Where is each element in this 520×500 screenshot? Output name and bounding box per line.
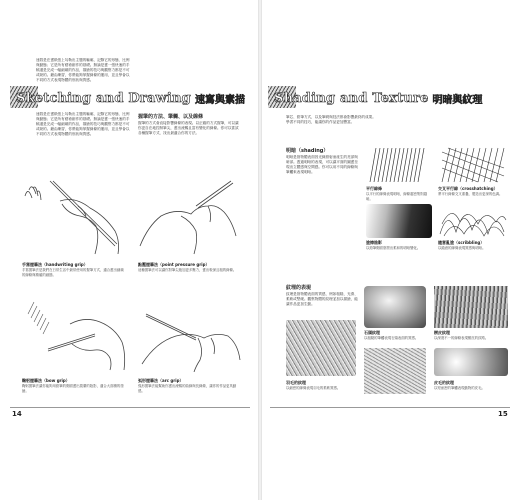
arc-grip-illustration <box>136 294 244 372</box>
smudge-shading-sample <box>366 204 432 238</box>
technique-desc-2: 將平行線條交叉重疊，製造出更深的色調。 <box>438 192 503 196</box>
left-title <box>16 87 245 109</box>
stone-texture-sample <box>364 286 426 328</box>
right-title-en: Shading and Texture <box>274 90 429 106</box>
grip-title-3: 鞠躬握筆法（bow grip） <box>22 378 70 383</box>
texture-title-4: 皮毛的紋理 <box>434 380 454 385</box>
texture-title-1: 石頭紋理 <box>364 330 380 335</box>
right-intro-text: 筆芯、鉛筆方式，以及筆刷與技法都會影響最終的成果。學習不同的技巧，能讓你的作品更加豐富。 <box>286 115 376 124</box>
grip-desc-3: 鞠躬握筆法讓你能夠用鉛筆的側面畫出寬廣的陰影，適合大面積的塗繪。 <box>22 384 124 393</box>
feather-texture-sample <box>286 320 356 376</box>
right-title-zh: 明暗與紋理 <box>432 94 483 106</box>
technique-desc-3: 以鉛筆側面塗擦出柔和的明暗變化。 <box>366 246 421 250</box>
left-intro-text: 速寫是在畫紙張上勾勒出主題的輪廓，記錄它的形態、比例與動態；它是所有藝術創作的基礎。無論是畫一張快速的手稿還是完成一幅細緻的作品，描繪的技巧與觀察力都是不可或缺的。藉由練習，你將能夠掌握線條的運用，並且學會以不同的方式表現物體的形狀與質感。 <box>36 58 130 82</box>
technique-title-3: 塗擦陰影 <box>366 240 382 245</box>
parallel-lines-sample <box>366 146 432 184</box>
fur-texture-sample <box>364 348 426 394</box>
bark-texture-sample <box>434 286 508 328</box>
technique-title-2: 交叉平行線（crosshatching） <box>438 186 498 191</box>
grip-desc-4: 弧形握筆法能幫助你畫出流暢的曲線與長線條，讓你的作品更具動感。 <box>138 384 237 393</box>
texture-desc-4: 以短而密的筆觸表現動物的皮毛。 <box>434 386 485 390</box>
handwriting-grip-illustration <box>20 176 128 256</box>
left-page <box>0 0 258 500</box>
technique-title-1: 平行線條 <box>366 186 382 191</box>
texture-body: 紋理是指物體表面的質感，例如粗糙、光滑、柔軟或堅硬。觀察物體的紋理並加以描繪，能讓作品更加生動。 <box>286 292 358 306</box>
left-body-text-1: 速寫是在畫紙張上勾勒出主題的輪廓，記錄它的形態、比例與動態；它是所有藝術創作的基礎。無論是畫一張快速的手稿還是完成一幅細緻的作品，描繪的技巧與觀察力都是不可或缺的。藉由練習，你將能夠掌握線條的運用，並且學會以不同的方式表現物體的形狀與質感。 <box>36 112 130 136</box>
right-title <box>274 87 482 109</box>
left-body-text-2: 握筆的方式會直接影響線條的表現。以正確的方式握筆，可以讓你更自在地控制筆尖，畫出流暢且富有變化的線條。你可以嘗試各種握筆方式，找出最適合你的方法。 <box>138 121 239 135</box>
texture-desc-3: 以細密的線條表現羽毛的柔軟質感。 <box>286 386 341 390</box>
right-footer-rule <box>270 407 510 408</box>
technique-desc-1: 以平行的線條表現明暗，線條越密集則越暗。 <box>366 192 428 201</box>
right-page-number: 15 <box>498 410 508 418</box>
grip-title-4: 弧形握筆法（arc grip） <box>138 378 184 383</box>
left-page-number: 14 <box>12 410 22 418</box>
left-subhead: 握筆的方法、筆觸、以及線條 <box>138 114 204 120</box>
crosshatching-sample <box>438 146 508 184</box>
grip-title-1: 手寫握筆法（handwriting grip） <box>22 262 88 267</box>
bow-grip-illustration <box>20 294 128 372</box>
left-title-zh: 速寫與素描 <box>194 94 245 106</box>
technique-title-4: 隨意亂塗（scribbling） <box>438 240 485 245</box>
texture-desc-1: 以粗糙的筆觸表現石頭表面的質感。 <box>364 336 419 340</box>
texture-title-3: 羽毛的紋理 <box>286 380 306 385</box>
texture-heading: 紋理的表現 <box>286 285 312 291</box>
texture-title-2: 樹皮紋理 <box>434 330 450 335</box>
grip-desc-1: 手寫握筆法是我們在日常生活中最常使用的握筆方式，適合畫出細緻的線條與精確的細節。 <box>22 268 124 277</box>
texture-desc-2: 以深淺不一的線條表現樹皮的紋路。 <box>434 336 489 340</box>
stone-detail-sample <box>434 348 508 376</box>
shading-heading: 明暗（shading） <box>286 148 329 154</box>
scribbling-sample <box>438 204 508 238</box>
left-footer-rule <box>10 407 250 408</box>
grip-desc-2: 這種握筆法可以讓你對筆尖施加更多壓力，畫出較深且粗的線條。 <box>138 268 237 272</box>
technique-desc-4: 以隨意的線條表現質感與明暗。 <box>438 246 486 250</box>
right-page <box>262 0 520 500</box>
shading-body: 明暗是指物體表面因光線照射而產生的亮部與暗部。透過明暗的表現，可以讓平面的圖畫呈現出立體感與空間感。你可以用不同的線條與筆觸來表現明暗。 <box>286 155 358 174</box>
point-pressure-grip-illustration <box>136 176 244 256</box>
grip-title-2: 點壓握筆法（point pressure grip） <box>138 262 210 267</box>
left-title-en: Sketching and Drawing <box>16 90 191 106</box>
